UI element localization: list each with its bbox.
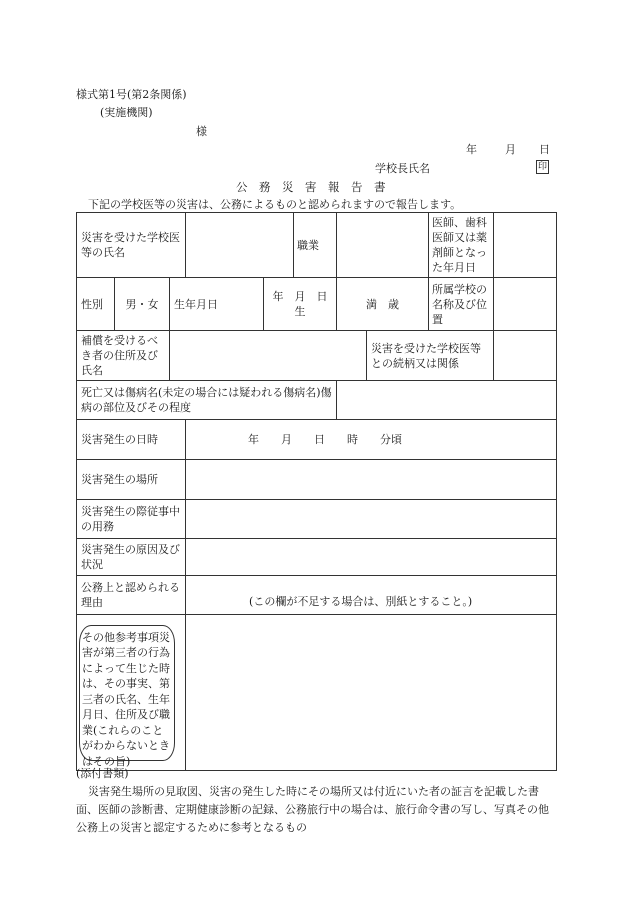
cause-field[interactable] <box>186 539 557 576</box>
reason-label: 公務上と認められる理由 <box>77 576 186 615</box>
reason-field[interactable]: (この欄が不足する場合は、別紙とすること。) <box>186 576 557 615</box>
cause-label: 災害発生の原因及び状況 <box>77 539 186 576</box>
victim-name-label: 災害を受けた学校医等の氏名 <box>77 213 186 278</box>
principal-name-label: 学校長氏名 <box>375 162 430 175</box>
relation-field[interactable] <box>494 331 557 381</box>
license-date-label: 医師、歯科医師又は薬剤師となった年月日 <box>429 213 494 278</box>
date-day-label: 日 <box>539 143 550 156</box>
school-label: 所属学校の名称及び位置 <box>429 278 494 331</box>
document-title: 公 務 災 害 報 告 書 <box>236 180 386 194</box>
agency-label: (実施機関) <box>100 106 153 119</box>
attachments-heading: (添付書類) <box>76 767 129 780</box>
seal-mark: 印 <box>537 162 547 172</box>
injury-field[interactable] <box>337 381 557 420</box>
occupation-label: 職業 <box>294 213 337 278</box>
table-row <box>77 615 557 771</box>
table-row <box>77 500 557 539</box>
table-row <box>77 576 557 615</box>
table-row <box>77 460 557 500</box>
attachments-text: 災害発生場所の見取図、災害の発生した時にその場所又は付近にいた者の証言を記載した書面、医師の診断書、定期健康診断の記録、公務旅行中の場合は、旅行命令書の写し、写真その他公務上の災害と認定するために参考となるもの <box>76 785 549 834</box>
date-year-label: 年 <box>466 143 477 156</box>
occupation-field[interactable] <box>337 213 429 278</box>
license-date-field[interactable] <box>494 213 557 278</box>
table-row <box>77 331 557 381</box>
honorific-label: 様 <box>196 125 207 138</box>
other-notes-field[interactable] <box>186 615 557 771</box>
duty-field[interactable] <box>186 500 557 539</box>
injury-label: 死亡又は傷病名(未定の場合には疑われる傷病名)傷病の部位及びその程度 <box>77 381 337 420</box>
occurrence-place-label: 災害発生の場所 <box>77 460 186 500</box>
form-number: 様式第1号(第2条関係) <box>76 88 187 101</box>
age-field[interactable]: 満 歳 <box>337 278 429 331</box>
report-form-table <box>76 212 557 771</box>
gender-options[interactable]: 男・女 <box>115 278 170 331</box>
birth-date-label: 生年月日 <box>170 278 264 331</box>
date-month-label: 月 <box>505 143 516 156</box>
beneficiary-label: 補償を受けるべき者の住所及び氏名 <box>77 331 170 381</box>
table-row <box>77 213 557 278</box>
other-notes-label-cell <box>77 615 186 771</box>
table-row <box>77 539 557 576</box>
birth-date-field[interactable]: 年 月 日生 <box>264 278 337 331</box>
table-row <box>77 420 557 460</box>
victim-name-field[interactable] <box>186 213 294 278</box>
duty-label: 災害発生の際従事中の用務 <box>77 500 186 539</box>
gender-label: 性別 <box>77 278 115 331</box>
other-notes-label: その他参考事項災害が第三者の行為によって生じた時は、その事実、第三者の氏名、生年月日、住所及び職業(これらのことがわからないときはその旨) <box>79 625 175 761</box>
occurrence-datetime-label: 災害発生の日時 <box>77 420 186 460</box>
occurrence-place-field[interactable] <box>186 460 557 500</box>
relation-label: 災害を受けた学校医等との続柄又は関係 <box>367 331 494 381</box>
table-row <box>77 381 557 420</box>
school-field[interactable] <box>494 278 557 331</box>
beneficiary-field[interactable] <box>170 331 367 381</box>
intro-text: 下記の学校医等の災害は、公務によるものと認められますので報告します。 <box>88 198 462 211</box>
table-row <box>77 278 557 331</box>
occurrence-datetime-field[interactable]: 年 月 日 時 分頃 <box>186 420 557 460</box>
